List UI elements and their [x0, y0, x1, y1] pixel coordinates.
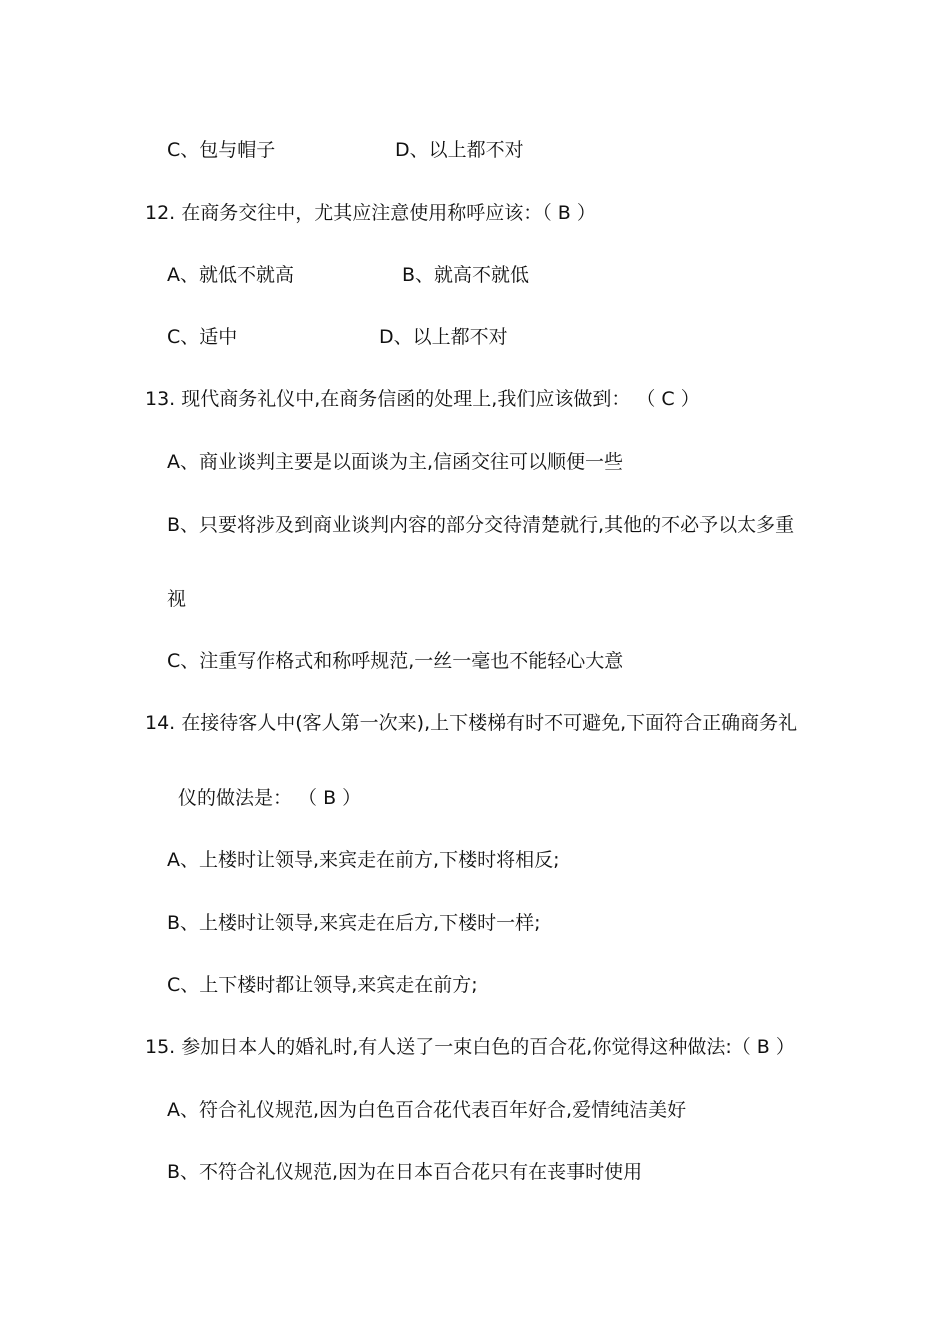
q14-option-b: B、上楼时让领导,来宾走在后方,下楼时一样;: [167, 912, 541, 934]
q12-option-a: A、就低不就高: [167, 264, 294, 286]
q11-option-c: C、包与帽子: [167, 139, 276, 161]
q14-option-a: A、上楼时让领导,来宾走在前方,下楼时将相反;: [167, 849, 560, 871]
q11-option-d: D、以上都不对: [395, 139, 524, 161]
q13-option-c: C、注重写作格式和称呼规范,一丝一毫也不能轻心大意: [167, 650, 624, 672]
q15-option-b: B、不符合礼仪规范,因为在日本百合花只有在丧事时使用: [167, 1161, 643, 1183]
q13-option-a: A、商业谈判主要是以面谈为主,信函交往可以顺便一些: [167, 451, 624, 473]
q14-stem-cont: 仪的做法是： （ B ）: [178, 787, 362, 809]
q12-option-b: B、就高不就低: [402, 264, 530, 286]
q15-option-a: A、符合礼仪规范,因为白色百合花代表百年好合,爱情纯洁美好: [167, 1099, 687, 1121]
q14-stem: 14. 在接待客人中(客人第一次来),上下楼梯有时不可避免,下面符合正确商务礼: [145, 712, 798, 734]
q13-option-b-cont: 视: [167, 588, 187, 610]
q15-stem: 15. 参加日本人的婚礼时,有人送了一束白色的百合花,你觉得这种做法:（ B ）: [145, 1036, 795, 1058]
q13-stem: 13. 现代商务礼仪中,在商务信函的处理上,我们应该做到： （ C ）: [145, 388, 700, 410]
q12-stem: 12. 在商务交往中，尤其应注意使用称呼应该：（ B ）: [145, 202, 596, 224]
q13-option-b: B、只要将涉及到商业谈判内容的部分交待清楚就行,其他的不必予以太多重: [167, 514, 795, 536]
q12-option-c: C、适中: [167, 326, 238, 348]
q14-option-c: C、上下楼时都让领导,来宾走在前方;: [167, 974, 478, 996]
q12-option-d: D、以上都不对: [379, 326, 508, 348]
